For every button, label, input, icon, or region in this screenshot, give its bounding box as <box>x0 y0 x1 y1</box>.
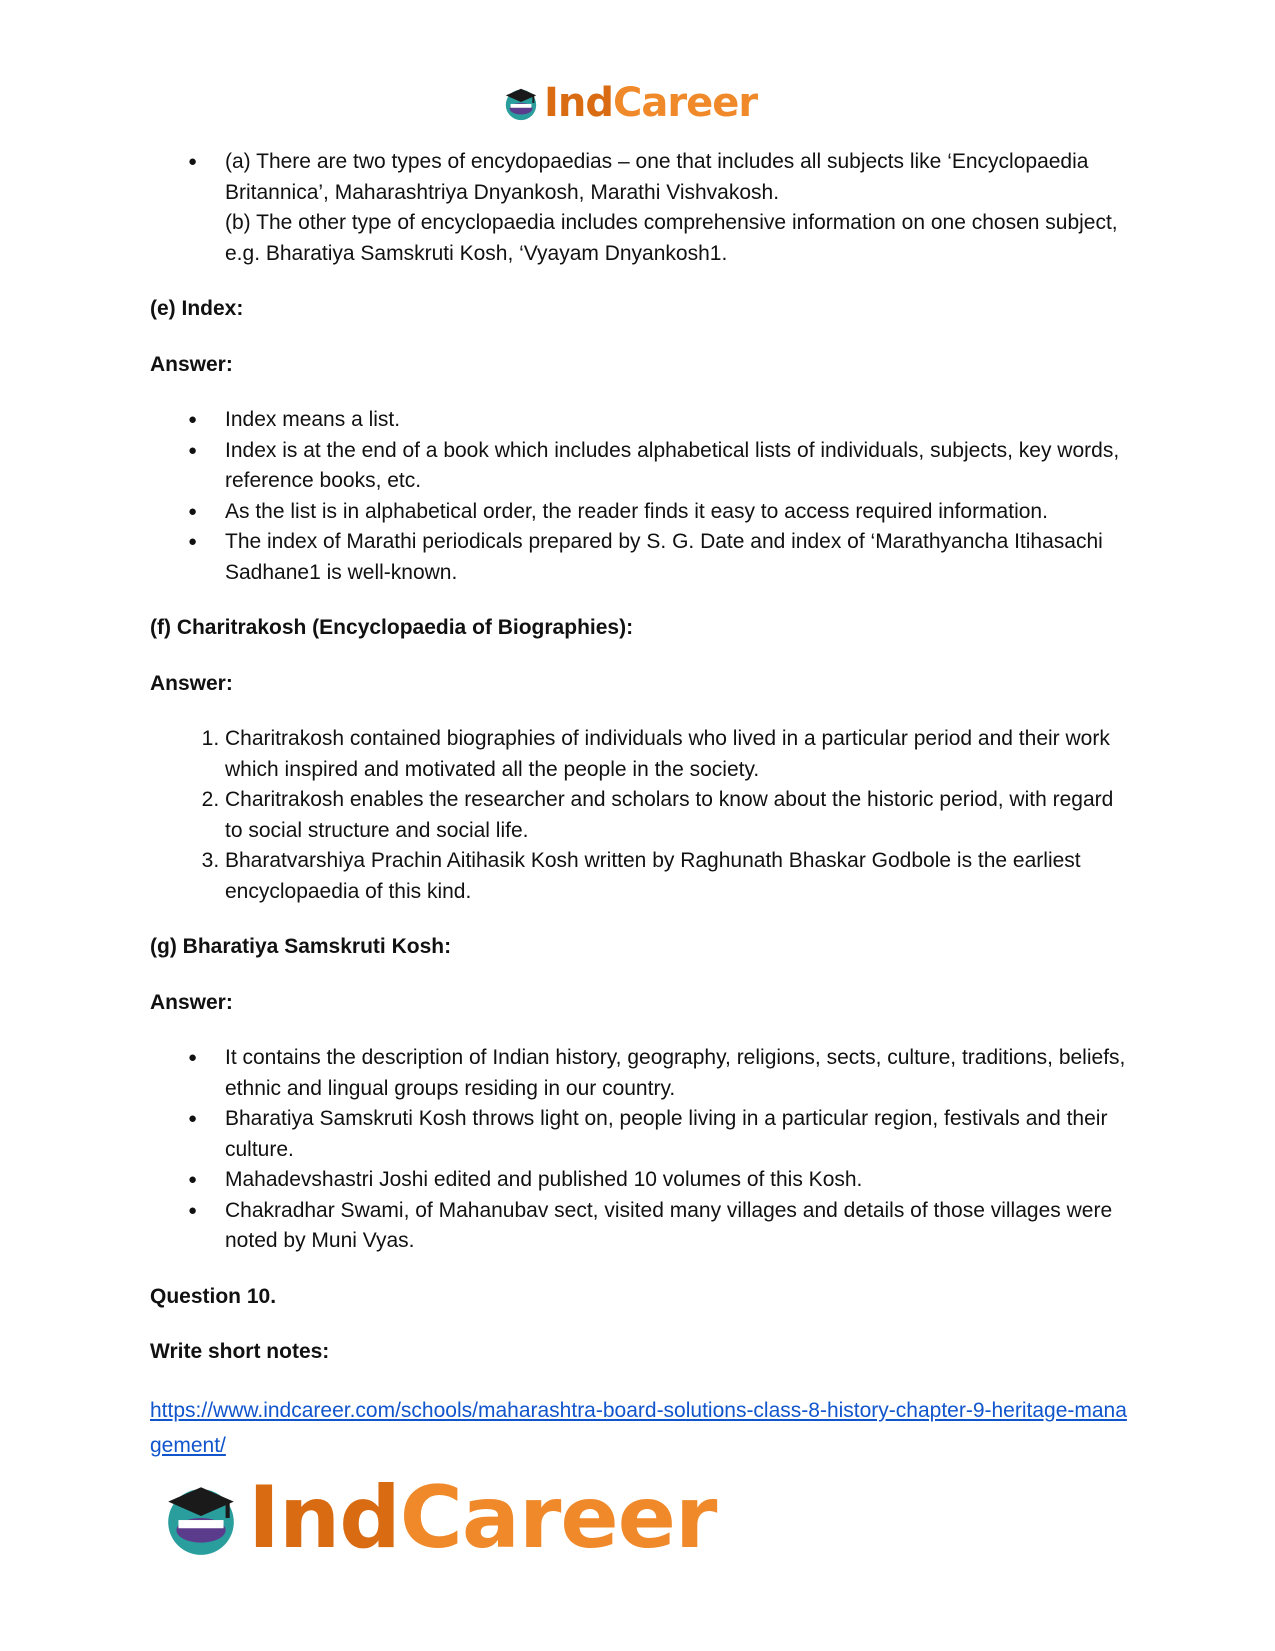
list-item: ● Mahadevshastri Joshi edited and published 10 volumes of this Kosh. <box>225 1165 1130 1196</box>
indcareer-logo-bottom <box>160 1468 716 1568</box>
list-item: ● Index means a list. <box>225 405 1130 436</box>
list-item: ● Index is at the end of a book which includes alphabetical lists of individuals, subjects, key words, reference books, etc. <box>225 436 1130 497</box>
list-item: ● As the list is in alphabetical order, the reader finds it easy to access required information. <box>225 497 1130 528</box>
section-heading-samskruti-kosh: (g) Bharatiya Samskruti Kosh: <box>150 935 452 958</box>
list-item: ● It contains the description of Indian history, geography, religions, sects, culture, traditions, beliefs, ethnic and lingual groups residing in our country. <box>225 1043 1130 1104</box>
question-title: Question 10. <box>150 1284 277 1308</box>
section-heading-index: (e) Index: <box>150 297 244 320</box>
graduation-globe-icon <box>502 84 540 122</box>
logo-wordmark: IndCareer <box>248 1468 717 1568</box>
index-answer-list <box>150 405 1130 588</box>
list-item: ● (a) There are two types of encydopaedias – one that includes all subjects like ‘Encyclopaedia Britannica’, Maharashtriya Dnyankosh, Marathi Vishvakosh. (b) The other type of encyclopaedia includes comprehensive information on one chosen subject, e.g. Bharatiya Samskruti Kosh, ‘Vyayam Dnyankosh1. <box>225 147 1130 269</box>
samskruti-kosh-answer-list <box>150 1043 1130 1257</box>
indcareer-logo-top <box>502 80 757 126</box>
encyclopaedia-types-list <box>150 147 1130 269</box>
answer-label: Answer: <box>150 671 233 695</box>
graduation-globe-icon <box>160 1477 242 1559</box>
list-item: ● Chakradhar Swami, of Mahanubav sect, visited many villages and details of those villages were noted by Muni Vyas. <box>225 1196 1130 1257</box>
section-heading-charitrakosh: (f) Charitrakosh (Encyclopaedia of Biographies): <box>150 616 634 639</box>
charitrakosh-answer-list <box>150 724 1130 907</box>
list-item: 3. Bharatvarshiya Prachin Aitihasik Kosh written by Raghunath Bhaskar Godbole is the earliest encyclopaedia of this kind. <box>225 846 1130 907</box>
list-item: 1. Charitrakosh contained biographies of individuals who lived in a particular period and their work which inspired and motivated all the people in the society. <box>225 724 1130 785</box>
source-link[interactable]: https://www.indcareer.com/schools/maharashtra-board-solutions-class-8-history-chapter-9-heritage-management/ <box>150 1398 1127 1457</box>
document-body <box>150 147 1130 1463</box>
logo-wordmark: IndCareer <box>544 80 758 126</box>
list-item: 2. Charitrakosh enables the researcher and scholars to know about the historic period, with regard to social structure and social life. <box>225 785 1130 846</box>
answer-label: Answer: <box>150 990 233 1014</box>
list-item: ● The index of Marathi periodicals prepared by S. G. Date and index of ‘Marathyancha Itihasachi Sadhane1 is well-known. <box>225 527 1130 588</box>
answer-label: Answer: <box>150 352 233 376</box>
list-item: ● Bharatiya Samskruti Kosh throws light on, people living in a particular region, festivals and their culture. <box>225 1104 1130 1165</box>
question-prompt: Write short notes: <box>150 1340 330 1363</box>
